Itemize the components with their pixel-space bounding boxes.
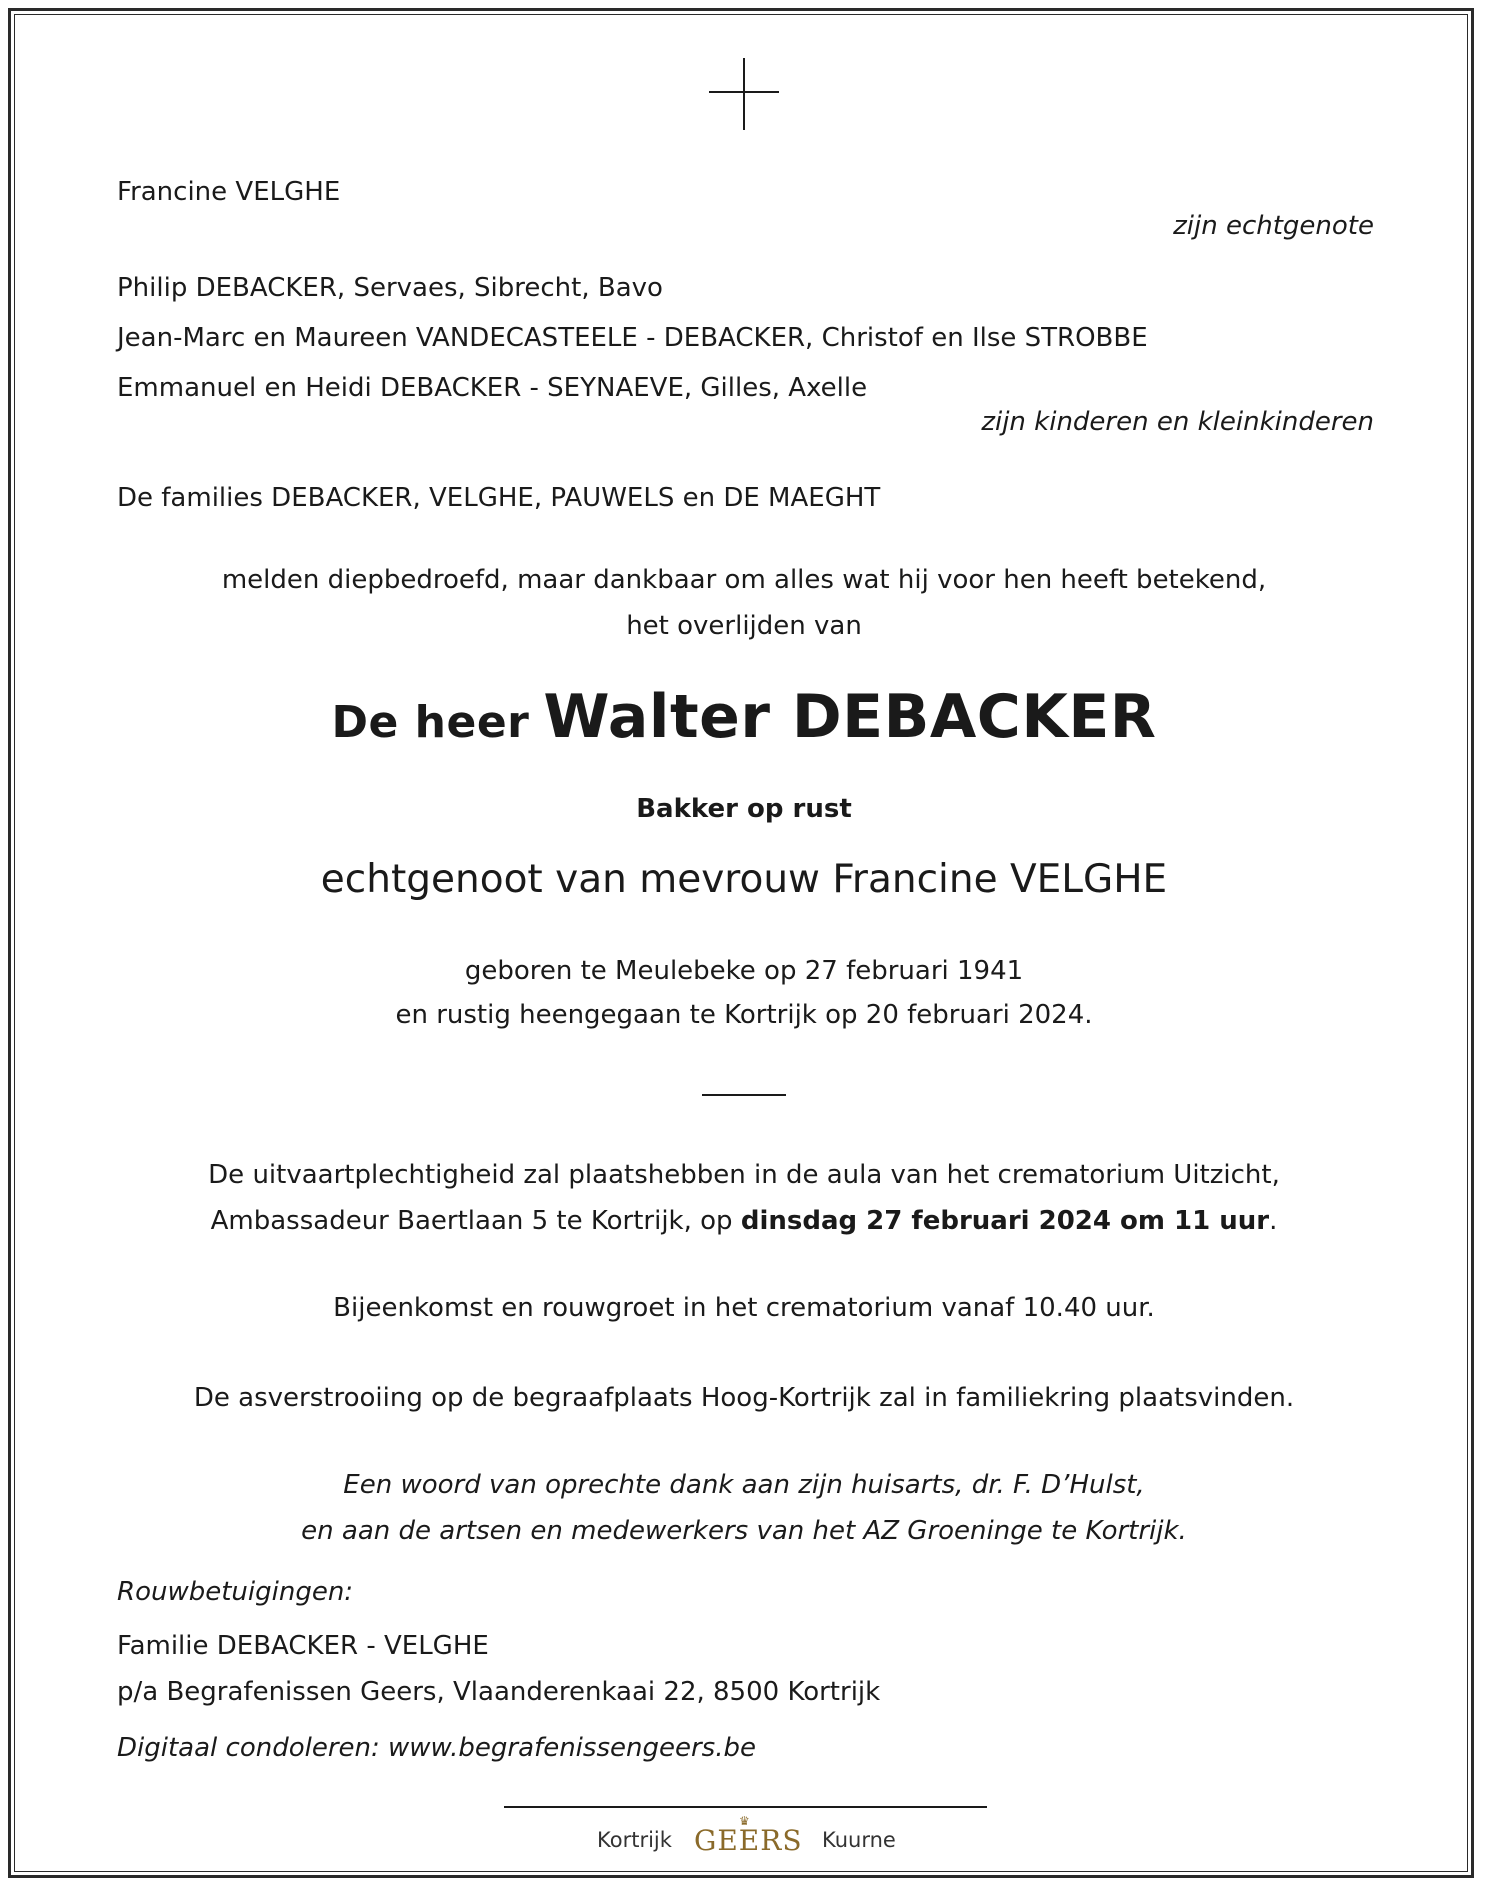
deceased-title: De heer xyxy=(331,697,530,748)
condolences-heading: Rouwbetuigingen: xyxy=(117,1577,354,1607)
online-condolences: Digitaal condoleren: www.begrafenissengeers.be xyxy=(117,1733,756,1763)
footer-city-left: Kortrijk xyxy=(597,1828,672,1852)
children-line-3: Emmanuel en Heidi DEBACKER - SEYNAEVE, Gilles, Axelle xyxy=(117,373,868,403)
children-line-1: Philip DEBACKER, Servaes, Sibrecht, Bavo xyxy=(117,273,663,303)
separator xyxy=(702,1094,786,1096)
ceremony-date: dinsdag 27 februari 2024 om 11 uur xyxy=(740,1206,1270,1236)
footer xyxy=(0,1814,1488,1862)
gathering: Bijeenkomst en rouwgroet in het crematorium vanaf 10.40 uur. xyxy=(333,1293,1155,1323)
deceased-name-block xyxy=(0,682,1488,752)
spouse-name: Francine VELGHE xyxy=(117,177,341,207)
condolences-address: p/a Begrafenissen Geers, Vlaanderenkaai 22, 8500 Kortrijk xyxy=(117,1677,881,1707)
birth-info: geboren te Meulebeke op 27 februari 1941 xyxy=(464,956,1024,986)
spouse-role: zijn echtgenote xyxy=(1173,211,1374,241)
crown-icon: ♛ xyxy=(739,1814,750,1828)
footer-line xyxy=(504,1806,987,1808)
spouse-of: echtgenoot van mevrouw Francine VELGHE xyxy=(320,857,1168,902)
message-line-1: melden diepbedroefd, maar dankbaar om alles wat hij voor hen heeft betekend, xyxy=(221,565,1267,595)
children-line-2: Jean-Marc en Maureen VANDECASTEELE - DEBACKER, Christof en Ilse STROBBE xyxy=(117,323,1148,353)
geers-logo: GEERS xyxy=(694,1824,803,1857)
condolences-family: Familie DEBACKER - VELGHE xyxy=(117,1631,489,1661)
deceased-name: Walter DEBACKER xyxy=(543,682,1157,752)
message-line-2: het overlijden van xyxy=(626,611,862,641)
cross-icon xyxy=(709,58,779,130)
families: De families DEBACKER, VELGHE, PAUWELS en DE MAEGHT xyxy=(117,483,881,513)
death-info: en rustig heengegaan te Kortrijk op 20 februari 2024. xyxy=(395,1000,1093,1030)
profession: Bakker op rust xyxy=(636,794,852,824)
thanks-line-1: Een woord van oprechte dank aan zijn huisarts, dr. F. D’Hulst, xyxy=(343,1470,1145,1500)
scattering: De asverstrooiing op de begraafplaats Hoog-Kortrijk zal in familiekring plaatsvinden. xyxy=(193,1383,1295,1413)
ceremony-line-2: Ambassadeur Baertlaan 5 te Kortrijk, op dinsdag 27 februari 2024 om 11 uur. xyxy=(210,1206,1278,1236)
footer-city-right: Kuurne xyxy=(822,1828,896,1852)
children-role: zijn kinderen en kleinkinderen xyxy=(981,407,1374,437)
ceremony-line-1: De uitvaartplechtigheid zal plaatshebben in de aula van het crematorium Uitzicht, xyxy=(208,1160,1280,1190)
thanks-line-2: en aan de artsen en medewerkers van het AZ Groeninge te Kortrijk. xyxy=(301,1516,1187,1546)
